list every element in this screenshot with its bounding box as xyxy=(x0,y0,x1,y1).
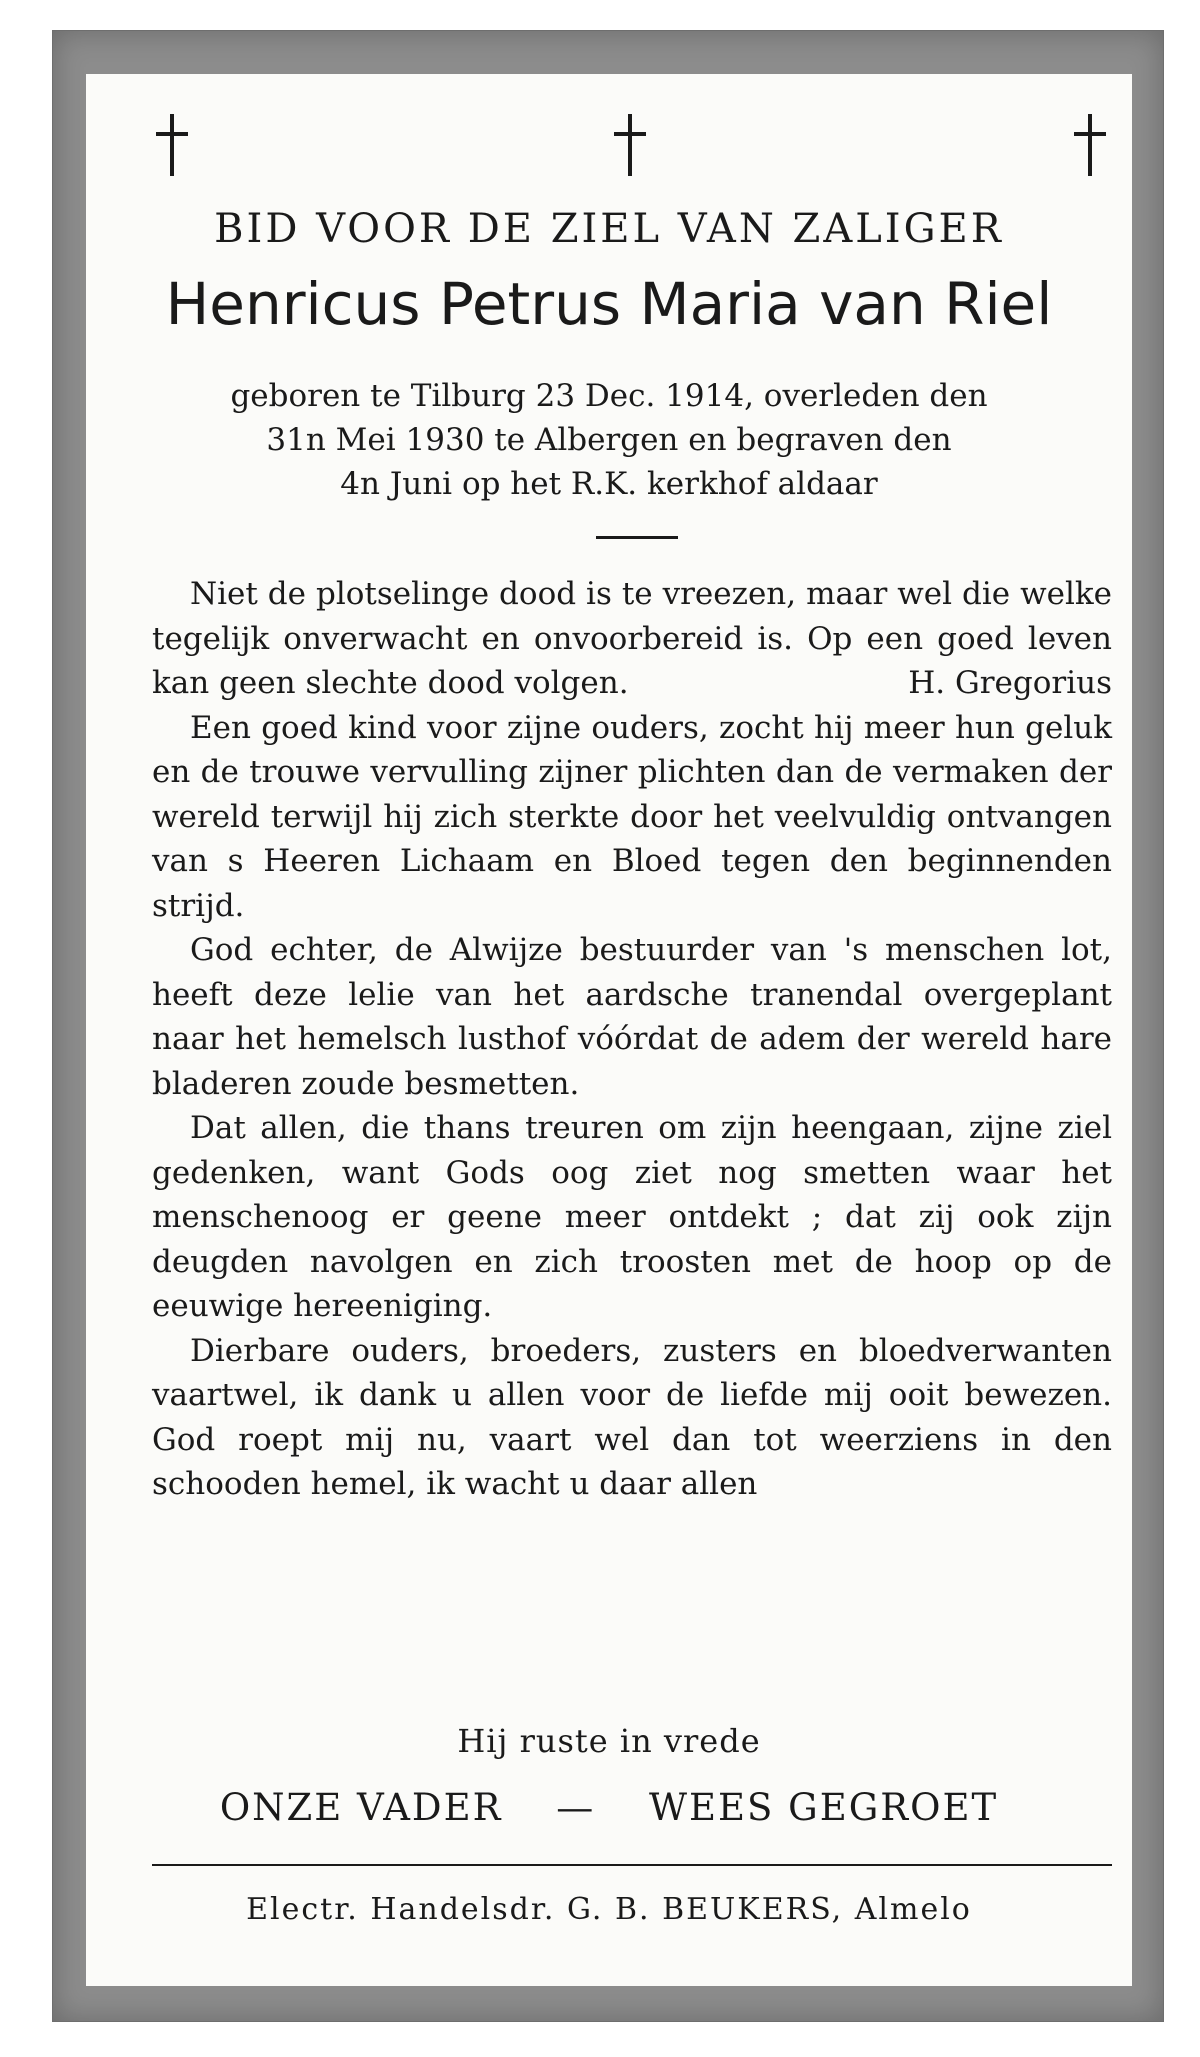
cross-icon xyxy=(612,114,648,176)
prayer-our-father: ONZE VADER xyxy=(219,1786,503,1829)
memorial-card xyxy=(86,74,1132,1986)
card-heading: BID VOOR DE ZIEL VAN ZALIGER xyxy=(214,206,1004,252)
cross-icon xyxy=(1072,114,1108,176)
divider xyxy=(596,536,678,539)
birth-line: 4n Juni op het R.K. kerkhof aldaar xyxy=(340,466,878,502)
paragraph: Niet de plotselinge dood is te vreezen, maar wel die welke tegelijk onverwacht en onvoorbereid is. Op een goed leven kan geen slechte dood volgen. xyxy=(152,576,1112,701)
attribution: H. Gregorius xyxy=(908,665,1112,701)
prayer-separator: — xyxy=(556,1786,596,1829)
paragraph: God echter, de Alwijze bestuurder van 's menschen lot, heeft deze lelie van het aardsche tranendal overgeplant naar het hemelsch lusthof vóórdat de adem der wereld hare bladeren zoude besmetten. xyxy=(152,932,1112,1102)
prayer-hail-mary: WEES GEGROET xyxy=(649,1786,999,1829)
paragraph: Dierbare ouders, broeders, zusters en bloedverwanten vaartwel, ik dank u allen voor de liefde mij ooit bewezen. God roept mij nu, vaart wel dan tot weerziens in den schooden hemel, ik wacht u daar allen xyxy=(152,1332,1112,1502)
printer-imprint: Electr. Handelsdr. G. B. BEUKERS, Almelo xyxy=(246,1892,972,1927)
cross-icon xyxy=(154,114,190,176)
divider xyxy=(152,1864,1112,1866)
birth-line: geboren te Tilburg 23 Dec. 1914, overleden den xyxy=(230,378,988,414)
prayers-line xyxy=(86,1786,1132,1829)
paragraph: Een goed kind voor zijne ouders, zocht hij meer hun geluk en de trouwe vervulling zijner plichten dan de vermaken der wereld terwijl hij zich sterkte door het veelvuldig ontvangen van s Heeren Lichaam en Bloed tegen den beginnenden strijd. xyxy=(152,709,1112,924)
memorial-text xyxy=(152,572,1112,1507)
rest-in-peace: Hij ruste in vrede xyxy=(457,1722,761,1760)
birth-line: 31n Mei 1930 te Albergen en begraven den xyxy=(266,422,952,458)
paragraph: Dat allen, die thans treuren om zijn heengaan, zijne ziel gedenken, want Gods oog ziet nog smetten waar het menschenoog er geene meer ontdekt ; dat zij ook zijn deugden navolgen en zich troosten met de hoop op de eeuwige hereeniging. xyxy=(152,1110,1112,1324)
birth-death-details xyxy=(136,374,1082,506)
deceased-name: Henricus Petrus Maria van Riel xyxy=(165,270,1053,338)
